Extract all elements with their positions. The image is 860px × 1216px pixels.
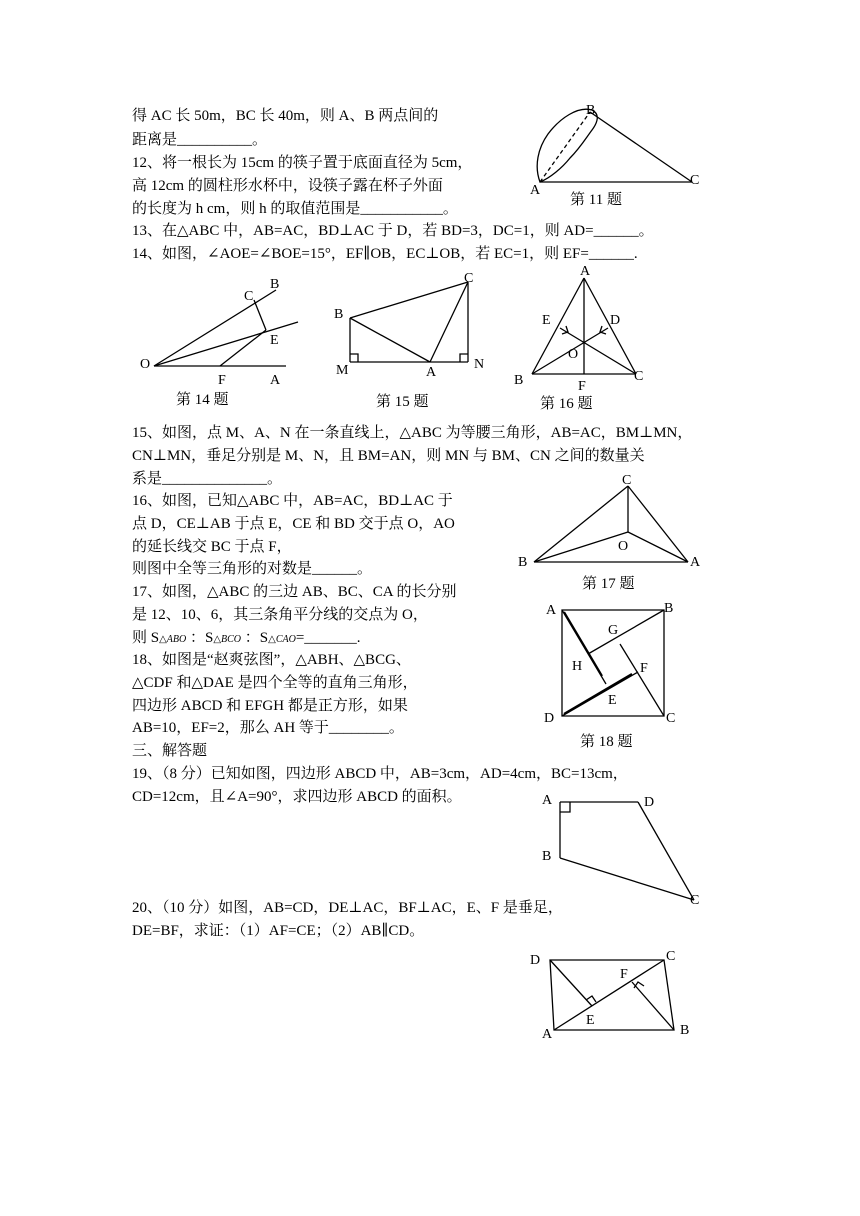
fig11-label-a: A (530, 183, 541, 198)
fig19-label-d: D (644, 795, 655, 810)
fig15-label-n: N (474, 357, 485, 372)
fig14-label-a: A (270, 373, 281, 388)
fig20-de (550, 960, 592, 1006)
fig20-right-angle-f (634, 982, 644, 988)
fig15-label-a: A (426, 365, 437, 380)
fig18-label-b: B (664, 601, 674, 616)
q12-text-line2: 高 12cm 的圆柱形水杯中，设筷子露在杯子外面 (132, 178, 443, 194)
fig19-label-b: B (542, 849, 552, 864)
fig17-label-o: O (618, 539, 629, 554)
fig20-label-a: A (542, 1027, 553, 1042)
fig17-bc (534, 486, 628, 562)
q11-text-line2: 距离是__________。 (132, 132, 268, 148)
fig19-label-c: C (690, 893, 700, 908)
q17-line3-part-d: =_______. (295, 630, 361, 646)
fig11-pond (537, 109, 597, 182)
fig18-label-d: D (544, 711, 555, 726)
fig17-ca (628, 486, 688, 562)
q11-text-line1: 得 AC 长 50m，BC 长 40m，则 A、B 两点间的 (132, 108, 439, 124)
q18-text-line1: 18、如图是“赵爽弦图”，△ABH、△BCG、 (132, 652, 411, 668)
figure-18 (540, 600, 690, 755)
fig20-label-d: D (530, 953, 541, 968)
figure-20 (524, 942, 704, 1042)
fig14-label-o: O (140, 357, 151, 372)
q17-text-line3 (132, 628, 361, 650)
q12-text-line3: 的长度为 h cm，则 h 的取值范围是___________。 (132, 201, 458, 217)
fig15-label-b: B (334, 307, 344, 322)
q18-text-line3: 四边形 ABCD 和 EFGH 都是正方形，如果 (132, 698, 408, 714)
fig18-d-diag (564, 674, 632, 714)
fig20-ac (554, 960, 664, 1030)
fig16-label-o: O (568, 347, 579, 362)
fig18-a-diag (564, 612, 602, 676)
fig14-label-f: F (218, 373, 226, 388)
fig17-label-c: C (622, 473, 632, 488)
figure-11 (520, 96, 720, 216)
q16-text-line4: 则图中全等三角形的对数是______。 (132, 561, 373, 577)
fig14-ec (254, 300, 266, 330)
fig14-label-b: B (270, 277, 280, 292)
q19-text-line1: 19、（8 分）已知如图，四边形 ABCD 中，AB=3cm，AD=4cm，BC=13cm， (132, 766, 628, 782)
figure-15 (330, 268, 500, 413)
fig18-cf (620, 644, 664, 716)
q17-line3-part-c: ：S (241, 630, 269, 646)
q14-text: 14、如图，∠AOE=∠BOE=15°，EF∥OB，EC⊥OB，若 EC=1，则 EF=______. (132, 246, 638, 262)
fig17-oa (628, 532, 688, 562)
fig15-label-c: C (464, 271, 474, 286)
fig16-label-a: A (580, 264, 591, 279)
fig18-label-e: E (608, 693, 617, 708)
fig18-label-g: G (608, 623, 619, 638)
q16-text-line2: 点 D，CE⊥AB 于点 E，CE 和 BD 交于点 O，AO (132, 516, 455, 532)
q17-line3-part-a: 则 S (132, 630, 160, 646)
q17-text-line1: 17、如图，△ABC 的三边 AB、BC、CA 的长分别 (132, 584, 457, 600)
q12-text-line1: 12、将一根长为 15cm 的筷子置于底面直径为 5cm， (132, 155, 473, 171)
fig17-label-b: B (518, 555, 528, 570)
fig15-bc (350, 282, 468, 318)
q17-sub-bco: △BCO (213, 634, 242, 645)
fig15-ac (430, 282, 468, 362)
q16-text-line3: 的延长线交 BC 于点 F， (132, 539, 292, 555)
q15-text-line3: 系是______________。 (132, 471, 283, 487)
q17-sub-abo: △ABO (159, 634, 187, 645)
fig18-label-f: F (640, 661, 648, 676)
fig20-label-e: E (586, 1013, 595, 1028)
fig14-label-e: E (270, 333, 279, 348)
fig16-label-c: C (634, 369, 644, 384)
fig11-caption: 第 11 题 (570, 192, 622, 208)
fig20-quad-abcd (550, 960, 674, 1030)
q18-text-line4: AB=10，EF=2，那么 AH 等于________。 (132, 720, 404, 736)
fig20-label-b: B (680, 1023, 690, 1038)
q16-text-line1: 16、如图，已知△ABC 中，AB=AC，BD⊥AC 于 (132, 493, 453, 509)
fig18-label-a: A (546, 603, 557, 618)
fig18-label-c: C (666, 711, 676, 726)
fig11-label-c: C (690, 173, 700, 188)
q15-text-line1: 15、如图，点 M、A、N 在一条直线上，△ABC 为等腰三角形，AB=AC，BM⊥MN， (132, 425, 693, 441)
fig17-label-a: A (690, 555, 701, 570)
fig11-label-b: B (586, 103, 596, 118)
q15-text-line2: CN⊥MN，垂足分别是 M、N，且 BM=AN，则 MN 与 BM、CN 之间的数量关 (132, 448, 645, 464)
figure-17 (512, 470, 712, 595)
q17-sub-cao: △CAO (268, 634, 296, 645)
fig11-ab-dashed (540, 112, 590, 182)
fig15-caption: 第 15 题 (376, 394, 429, 410)
fig15-right-angle-m (350, 354, 358, 362)
q13-text: 13、在△ABC 中，AB=AC，BD⊥AC 于 D，若 BD=3，DC=1，则 AD=______。 (132, 223, 654, 239)
fig16-label-e: E (542, 313, 551, 328)
fig15-ba (350, 318, 430, 362)
fig15-label-m: M (336, 363, 349, 378)
fig14-ef (220, 330, 266, 366)
section-title: 三、解答题 (132, 743, 208, 759)
q19-text-line2: CD=12cm，且∠A=90°，求四边形 ABCD 的面积。 (132, 789, 462, 805)
fig16-caption: 第 16 题 (540, 396, 593, 412)
q20-text-line1: 20、（10 分）如图，AB=CD，DE⊥AC，BF⊥AC，E、F 是垂足， (132, 900, 563, 916)
q18-text-line2: △CDF 和△DAE 是四个全等的直角三角形， (132, 675, 418, 691)
fig17-caption: 第 17 题 (582, 576, 635, 592)
figure-16 (510, 262, 660, 417)
fig16-label-f: F (578, 379, 586, 394)
fig17-ob (534, 532, 628, 562)
fig11-bc (590, 112, 692, 182)
fig18-bg (588, 610, 664, 654)
fig16-label-d: D (610, 313, 621, 328)
figure-14 (136, 270, 306, 410)
fig16-label-b: B (514, 373, 524, 388)
figure-19 (530, 782, 720, 912)
fig19-label-a: A (542, 793, 553, 808)
fig18-label-h: H (572, 659, 583, 674)
fig14-ob (154, 290, 276, 366)
fig18-caption: 第 18 题 (580, 734, 633, 750)
q17-text-line2: 是 12、10、6，其三条角平分线的交点为 O， (132, 607, 428, 623)
fig15-right-angle-n (460, 354, 468, 362)
fig19-right-angle-a (560, 802, 570, 812)
q17-line3-part-b: ：S (186, 630, 214, 646)
fig14-label-c: C (244, 289, 254, 304)
fig14-caption: 第 14 题 (176, 392, 229, 408)
fig20-label-c: C (666, 949, 676, 964)
q20-text-line2: DE=BF，求证：（1）AF=CE；（2）AB∥CD。 (132, 923, 425, 939)
fig20-label-f: F (620, 967, 628, 982)
